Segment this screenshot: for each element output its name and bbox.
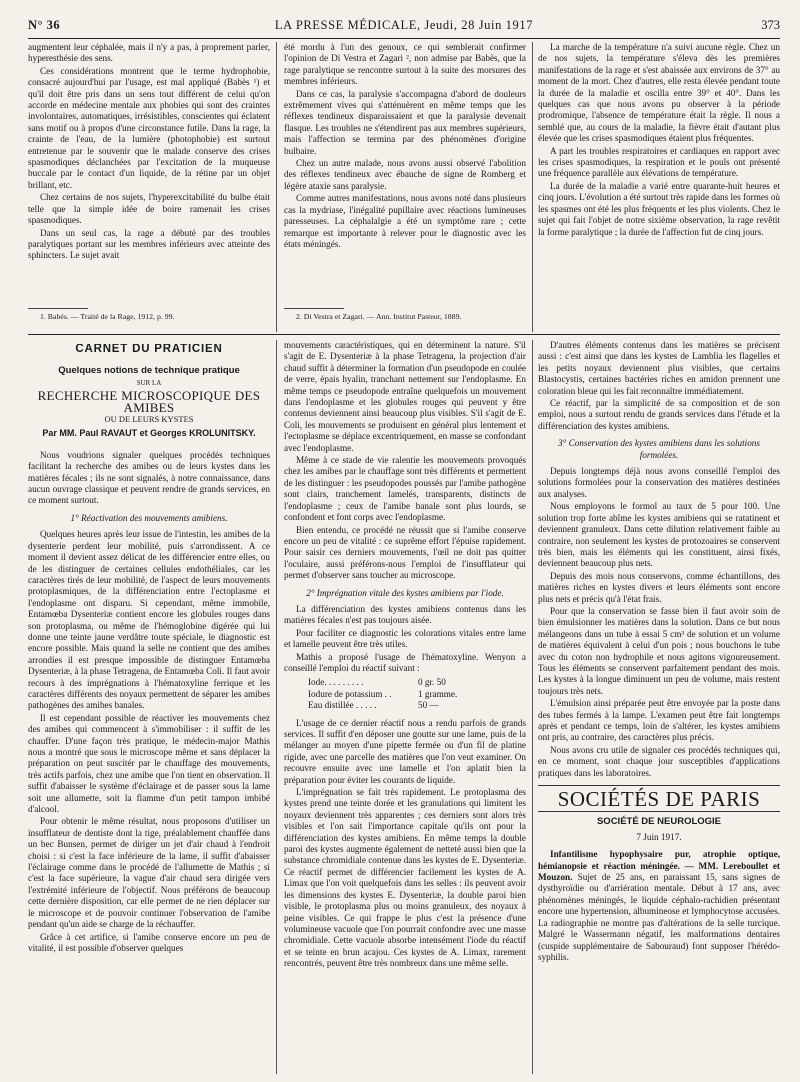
- paragraph: Ce réactif, par la simplicité de sa composition et de son emploi, nous a surtout rendu de grands services dans l'étude et la différenciation des kystes amibiens.: [538, 398, 780, 431]
- paragraph: D'autres éléments contenus dans les matières se précisent aussi : c'est ainsi que dans les kystes de Lamblia les flagelles et les petits noyaux deviennent plus visibles, que certains Blastocystis, certaines bactéries riches en amidon prennent une coloration bleue qui les fait reconnaître immédiatement.: [538, 340, 780, 396]
- article-authors: Par MM. Paul RAVAUT et Georges KROLUNITSKY.: [42, 428, 256, 439]
- communication-title: Infantilisme hypophysaire pur, atrophie optique, hémianopsie et réaction méningée. — MM. Lereboullet et Mouzon.: [538, 849, 780, 883]
- paragraph: Dans ce cas, la paralysie s'accompagna d'abord de douleurs extrêmement vives qui s'atténuèrent en même temps que les réflexes tendineux disparaissaient et que la paralysie devenait flasque. Les troubles ne s'étendirent pas aux membres supérieurs, mais l'affection se termina par des phénomènes d'origine bulbaire.: [284, 88, 526, 156]
- section-rule: [538, 811, 780, 812]
- paragraph: Chez certains de nos sujets, l'hyperexcitabilité du bulbe était telle que la simple idée de boire ramenait les crises spasmodiques.: [28, 192, 270, 226]
- section-rule: [538, 785, 780, 786]
- paragraph: Même à ce stade de vie ralentie les mouvements provoqués chez les amibes par le chauffage sont très différents et permettent de les distinguer : les pseudopodes poussés par l'amibe pathogène sont clairs, tranchement lamelés, transparents, distincts de l'endoplasme ; ceux de l'amibe banale sont plus lourds, se confondent et font corps avec l'endoplasme.: [284, 455, 526, 523]
- paragraph: L'usage de ce dernier réactif nous a rendu parfois de grands services. Il suffit d'en déposer une goutte sur une lame, puis de la mélanger au moyen d'une pipette fermée ou d'un fil de platine rigide, avec une parcelle des matières que l'on veut examiner. On recouvre ensuite avec une lamelle et l'on aplatit bien la préparation pour éviter les courants de liquide.: [284, 717, 526, 785]
- top-column-1: [28, 42, 270, 263]
- section-title: CARNET DU PRATICIEN: [75, 344, 223, 355]
- issue-number: N° 36: [28, 18, 61, 32]
- paragraph: Mathis a proposé l'usage de l'hématoxyline. Wenyon a conseillé l'emploi du réactif suivant :: [284, 651, 526, 673]
- formula-ingredient: Iodure de potassium . .: [308, 688, 392, 699]
- paragraph: [538, 849, 780, 963]
- section-rule: [28, 334, 780, 335]
- paragraph: Grâce à cet artifice, si l'amibe conserve encore un peu de vitalité, il est possible d'observer quelques: [28, 931, 270, 953]
- page-number: 373: [761, 18, 780, 32]
- paragraph: La différenciation des kystes amibiens contenus dans les matières fécales n'est pas toujours aisée.: [284, 603, 526, 626]
- paragraph: L'émulsion ainsi préparée peut être envoyée par la poste dans des tubes fermés à la lampe. L'examen peut être fait longtemps après et pendant ce temps, loin de s'altérer, les kystes amibiens ont pris, au contraire, des caractères plus précis.: [538, 698, 780, 743]
- communication-text: Sujet de 25 ans, en paraissant 15, sans signes de dysthyroïdie ou d'arriération mentale. Début à 17 ans, avec phénomènes méningés, le liquide céphalo-rachidien présentant encore une hypertension, albumineose et lymphocytose accusées. La radiographie ne montre pas d'altérations de la selle turcique. Malgré le Wassermann négatif, les malformations dentaires (cuspide supplémentaire de Sabouraud) font supposer l'hérédo-syphilis.: [538, 872, 780, 962]
- formula-amount: 50 —: [418, 700, 439, 711]
- reagent-formula: [308, 677, 526, 711]
- article-title-line-3: RECHERCHE MICROSCOPIQUE DES AMIBES: [37, 388, 261, 415]
- paragraph: La marche de la température n'a suivi aucune règle. Chez un de nos sujets, la température s'éleva dès les premières manifestations de la rage et s'est abaissée aux environs de 37° au moment de la mort. Chez d'autres, elle resta élevée pendant toute la durée de la maladie et oscilla entre 39° et 40°. Dans les quelques cas que nous avons pu observer à la période prodromique, l'absence de température était la règle. Il nous a semblé que, au cours de la maladie, la fièvre était d'autant plus élevée que les crises spasmodiques étaient plus fréquentes.: [538, 42, 780, 144]
- article-title-line-2: SUR LA: [136, 378, 162, 387]
- paragraph: Depuis longtemps déjà nous avons conseillé l'emploi des solutions formolées pour la conservation des matières destinées aux analyses.: [538, 466, 780, 499]
- paragraph: Depuis des mois nous conservons, comme échantillons, des matières riches en kystes divers et leurs éléments sont encore plus nets et précis qu'à l'état frais.: [538, 570, 780, 604]
- paragraph: Il est cependant possible de réactiver les mouvements chez des amibes qui commencent à s'immobiliser : il suffit de les chauffer. D'une façon très pratique, le médecin-major Mathis nous a montré que sous le microscope même et sans déplacer la préparation on peut suscitér par le chauffage des mouvements, très actifs parfois, chez une amibe que l'on tient en observation. Il suffit d'abaisser le système d'éclairage et de passer sous la lame soit une allumette, soit la flamme d'un petit tampon imbibé d'alcool.: [28, 712, 270, 815]
- paragraph: Quelques heures après leur issue de l'intestin, les amibes de la dysenterie perdent leur mobilité, puis s'arrondissent. A ce moment il devient assez délicat de les différencier entre elles, ou de les distinguer de certaines cellules endothéliales, car les caractères tirés de leur mobilité, de l'aspect de leurs mouvements protoplasmiques, de la différenciation entre l'ectoplasme et l'endoplasme ont disparu. Si cependant, même immobile, Entamœba Dysenteriæ contient encore les globules rouges dans son protoplasma, ou même de l'hémoglobine digérée qui lui donne une teinte jaune verdâtre toute spéciale, le diagnostic est encore possible. Mais quand la selle ne contient que des amibes arrondies il est presque impossible de distinguer Entamœba Dysenteriæ, à la phase Tetragena, de Entamœba Coli. Il faut avoir recours à des imprégnations à l'hématoxyline ferrique et les caractères différents des noyaux permettent de séparer les amibes pathogènes des amibes banales.: [28, 529, 270, 711]
- subheading: 1° Réactivation des mouvements amibiens.: [70, 512, 228, 523]
- paragraph: A part les troubles respiratoires et cardiaques en rapport avec les crises spasmodiques, la respiration et le pouls ont présenté une fréquence parallèle aux élévations de température.: [538, 145, 780, 179]
- formula-row: [308, 700, 526, 711]
- paragraph: L'imprégnation se fait très rapidement. Le protoplasma des kystes prend une teinte dorée et les granulations qui limitent les noyaux deviennent très apparentes ; ces derniers sont alors très visibles et l'on sait l'importance capitale qu'ils ont pour la différenciation des kystes amibiens. En même temps la double paroi des kystes augmente également de netteté aussi bien que la substance chromidiale contenue dans les kystes de E. Dysenteriæ. Ce réactif permet de différencier facilement les kystes de A. Limax que l'on voit quelquefois dans les selles : ils peuvent avoir les dimensions des kystes E. Dysenteriæ, la double paroi bien visible, le protoplasma plus ou moins granuleux, des noyaux à peine visibles. Ce qui frappe le plus c'est la présence d'une volumineuse vacuole que l'on pourrait confondre avec une masse chromidiale. Cette vacuole absorbe intensément l'iode du réactif et se teinte en brun acajou. Ces kystes de A. Limax, rarement rencontrés, peuvent être très nombreux dans une même selle.: [284, 787, 526, 969]
- paragraph: Pour faciliter ce diagnostic les colorations vitales entre lame et lamelle peuvent être très utiles.: [284, 627, 526, 650]
- paragraph: Pour obtenir le même résultat, nous proposons d'utiliser un insufflateur de dentiste dont la tige, préalablement chauffée dans un bec Bunsen, permet de diriger un jet d'air chaud à l'endroit choisi : si c'est la face inférieure de la lame, il suffit d'abaisser l'éclairage comme dans le procédé de l'allumette de Mathis ; si c'est la face supérieure, la vague d'air chaud sera dirigée vers l'extrémité inférieure de l'objectif. Nous préférons de beaucoup cette dernière disposition, car elle permet de ne rien déplacer sur le microscope et de pouvoir continuer l'observation de l'amibe pendant qu'un aide se charge de la réchauffer.: [28, 816, 270, 930]
- carnet-column-1: [28, 344, 270, 1074]
- page-header: [28, 18, 780, 38]
- footnote-1: 1. Babès. — Traité de la Rage, 1912, p. 99.: [40, 312, 175, 321]
- paragraph: Comme autres manifestations, nous avons noté dans plusieurs cas la mydriase, l'inégalité pupillaire avec réactions lumineuses paresseuses. La céphalalgie a été un symptôme rare ; cette remarque est importante à relever pour le diagnostic avec les états méningés.: [284, 193, 526, 249]
- column-divider: [276, 42, 277, 332]
- formula-amount: 0 gr. 50: [418, 677, 446, 688]
- society-name: SOCIÉTÉ DE NEUROLOGIE: [596, 816, 722, 828]
- paragraph: Nous avons cru utile de signaler ces procédés techniques qui, en ce moment, sont chaque jour susceptibles d'applications pratiques dans les laboratoires.: [538, 744, 780, 778]
- article-title-line-4: OU DE LEURS KYSTES: [104, 414, 194, 425]
- paragraph: La durée de la maladie a varié entre quarante-huit heures et cinq jours. L'évolution a été surtout très rapide dans les formes où les spasmes ont été les plus fréquents et les plus violents. Chez le sujet qui fait l'objet de notre sixième observation, la rage revêtit la forme paralytique ; la durée de l'affection fut de cinq jours.: [538, 180, 781, 237]
- paragraph: Pour que la conservation se fasse bien il faut avoir soin de bien émulsionner les matières dans la solution. Dans ce but nous mélangeons dans un tube à essai 5 cm³ de solution et un volume de matières équivalent à celui d'un pois ; nous bouchons le tube avec du coton non hydrophile et nous agitons vigoureusement. Tous les éléments se conservent parfaitement pendant des mois. Les kystes à la longue diminuent un peu de volume, mais restent toujours très nets.: [538, 605, 780, 696]
- header-rule: [28, 38, 780, 39]
- formula-ingredient: Iode. . . . . . . . .: [308, 677, 364, 688]
- footnote-rule: [284, 308, 344, 309]
- paragraph: Dans un seul cas, la rage a débuté par des troubles paralytiques portant sur les membres inférieurs avec atteinte des sphincters. Le sujet avait: [28, 227, 270, 261]
- top-column-3: [538, 42, 780, 239]
- footnote-2: 2. Di Vestra et Zagari. — Ann. Institut Pasteur, 1889.: [296, 312, 462, 321]
- carnet-column-3: [538, 340, 780, 1074]
- paragraph: Bien entendu, ce procédé ne réussit que si l'amibe conserve encore un peu de vitalité : ce suprême effort l'épuise rapidement. Pour saisir ces derniers mouvements, l'œil ne doit pas quitter l'oculaire, aussi préférons-nous l'emploi de l'insufflateur qui permet d'observer sans toucher au microscope.: [284, 524, 526, 581]
- paragraph: Nous voudrions signaler quelques procédés techniques facilitant la recherche des amibes ou de leurs kystes dans les matières fécales ; ils ne sont signalés, à notre connaissance, dans aucun ouvrage classique et peuvent rendre de grands services, en ce moment surtout.: [28, 449, 270, 506]
- top-column-2: [284, 42, 526, 251]
- column-divider: [276, 340, 277, 1074]
- column-divider: [532, 340, 533, 1074]
- formula-ingredient: Eau distillée . . . . .: [308, 700, 377, 711]
- footnote-rule: [28, 308, 88, 309]
- carnet-column-2: [284, 340, 526, 1074]
- paragraph: été mordu à l'un des genoux, ce qui semblerait confirmer l'opinion de Di Vestra et Zagari ², non admise par Babès, que la rage paralytique se rencontre surtout à la suite des morsures des membres inférieurs.: [284, 42, 526, 87]
- societes-title: SOCIÉTÉS DE PARIS: [557, 787, 761, 812]
- journal-title: LA PRESSE MÉDICALE, Jeudi, 28 Juin 1917: [274, 18, 534, 32]
- paragraph: augmentent leur céphalée, mais il n'y a pas, à proprement parler, hyperesthésie des sens.: [28, 42, 270, 64]
- subheading: 3° Conservation des kystes amibiens dans les solutions formolées.: [558, 438, 760, 460]
- paragraph: Nous employons le formol au taux de 5 pour 100. Une solution trop forte abîme les kystes amibiens qui se ratatinent et deviennent granuleux. Dans cette dilution relativement faible au contraire, non seulement les kystes de protozoaires se conservent très bien, mais les éléments qui les constituent, ainsi fixés, deviennent beaucoup plus nets.: [538, 501, 780, 569]
- paragraph: mouvements caractéristiques, qui en déterminent la nature. S'il s'agit de E. Dysenteriæ à la phase Tetragena, la projection d'air chaud suffit à déterminer la formation d'un pseudopode en coulée de verre, épais hyalin, tranchant nettement sur l'endoplasme. En même temps ce pseudopode entraîne quelquefois un mouvement dans l'endoplasme et les globules rouges qui peuvent y être contenus deviennent ainsi beaucoup plus visibles. S'il s'agit de E. Coli, les mouvements se produisent en général plus lentement et l'ectoplasme se déplace excentriquement, en masse se confondant avec l'endoplasme.: [284, 340, 526, 453]
- formula-amount: 1 gramme.: [418, 688, 458, 699]
- paragraph: Ces considérations montrent que le terme hydrophobie, consacré aujourd'hui par l'usage, est mal appliqué (Babès ¹) et qu'il doit être pris dans un sens tout différent de celui qu'on accorde en médecine mentale aux phobies qui sont des craintes involontaires, automatiques, irrésistibles, conscientes qui éclatent sans motif ou à propos d'une circonstance futile. Dans la rage, la crainte de l'eau, de la lumière (photophobie) est surtout entretenue par le souvenir que le malade conserve des crises spasmodiques déclanchées par l'excitation de la muqueuse buccale par le contact d'un liquide, de la rétine par un objet brillant, etc.: [28, 65, 270, 190]
- article-title-line-1: Quelques notions de technique pratique: [58, 365, 240, 377]
- column-divider: [532, 42, 533, 332]
- formula-row: [308, 677, 526, 688]
- subheading: 2° Imprégnation vitale des kystes amibiens par l'iode.: [306, 587, 504, 598]
- session-date: 7 Juin 1917.: [636, 831, 682, 842]
- paragraph: Chez un autre malade, nous avons aussi observé l'abolition des réflexes tendineux avec ébauche de signe de Romberg et légère ataxie sans paralysie.: [284, 158, 526, 191]
- formula-row: [308, 689, 526, 700]
